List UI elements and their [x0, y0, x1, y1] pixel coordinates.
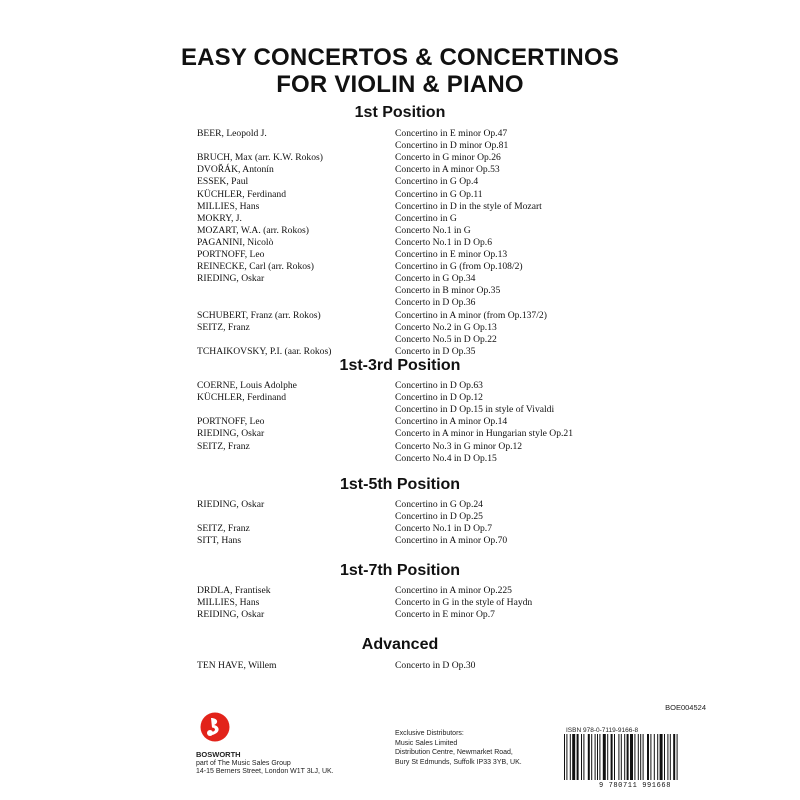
composer-name: SEITZ, Franz — [197, 523, 250, 535]
work-title: Concertino in D Op.63 — [395, 380, 483, 391]
work-title: Concertino in G Op.11 — [395, 188, 483, 200]
distributors-line: Distribution Centre, Newmarket Road, — [395, 749, 513, 756]
composer-name: REIDING, Oskar — [197, 609, 265, 621]
composer-name: KÜCHLER, Ferdinand — [197, 392, 286, 404]
work-title: Concertino in D Op.25 — [395, 511, 483, 523]
work-title: Concertino in A minor Op.14 — [395, 416, 508, 428]
distributors-line: Exclusive Distributors: — [395, 730, 464, 737]
work-title: Concertino in A minor Op.70 — [395, 535, 508, 547]
work-title: Concerto No.1 in D Op.6 — [395, 236, 492, 248]
composer-name: BEER, Leopold J. — [197, 128, 267, 139]
work-title: Concerto in D Op.30 — [395, 660, 476, 671]
composer-name: MILLIES, Hans — [197, 597, 260, 609]
work-title: Concerto in B minor Op.35 — [395, 285, 501, 297]
distributors-block — [395, 729, 522, 767]
work-title: Concertino in D Op.15 in style of Vivaldi — [395, 404, 555, 416]
title-line-2: FOR VIOLIN & PIANO — [276, 71, 524, 98]
section-heading: 1st-7th Position — [339, 562, 460, 579]
work-title: Concertino in E minor Op.47 — [395, 128, 508, 139]
composer-name: RIEDING, Oskar — [197, 273, 265, 285]
composer-name: TEN HAVE, Willem — [197, 660, 277, 671]
composer-name: TCHAIKOVSKY, P.I. (aar. Rokos) — [197, 345, 332, 357]
section-heading: Advanced — [361, 636, 439, 653]
title-line-1: EASY CONCERTOS & CONCERTINOS — [180, 44, 620, 71]
barcode-icon — [562, 734, 708, 780]
work-title: Concerto in E minor Op.7 — [395, 609, 495, 621]
work-title: Concerto in G in the style of Haydn — [395, 597, 533, 609]
work-title: Concertino in E minor Op.13 — [395, 249, 508, 260]
publisher-group: part of The Music Sales Group — [196, 759, 291, 767]
publisher-address: 14-15 Berners Street, London W1T 3LJ, UK. — [196, 768, 334, 775]
composer-name: PORTNOFF, Leo — [197, 416, 265, 428]
work-title: Concerto No.1 in D Op.7 — [395, 523, 492, 535]
composer-name: REINECKE, Carl (arr. Rokos) — [197, 261, 314, 273]
composer-name: MOZART, W.A. (arr. Rokos) — [197, 224, 309, 236]
composer-name: MOKRY, J. — [197, 212, 242, 224]
work-title: Concertino in A minor Op.225 — [395, 585, 512, 596]
section-heading: 1st Position — [354, 104, 446, 121]
section-heading: 1st-5th Position — [339, 476, 460, 493]
work-title: Concerto No.1 in G — [395, 224, 471, 236]
composer-name: SITT, Hans — [197, 535, 242, 547]
publisher-block — [196, 751, 334, 777]
work-title: Concerto No.2 in G Op.13 — [395, 321, 497, 333]
composer-name: MILLIES, Hans — [197, 200, 260, 212]
composer-name: BRUCH, Max (arr. K.W. Rokos) — [197, 152, 323, 164]
work-title: Concertino in D minor Op.81 — [395, 140, 509, 152]
work-title: Concerto No.4 in D Op.15 — [395, 452, 497, 464]
section-heading: 1st-3rd Position — [339, 357, 461, 374]
distributors-line: Bury St Edmunds, Suffolk IP33 3YB, UK. — [395, 758, 522, 766]
work-title: Concertino in G Op.4 — [395, 176, 479, 188]
composer-name: SEITZ, Franz — [197, 440, 250, 452]
work-title: Concerto No.5 in D Op.22 — [395, 333, 497, 345]
work-title: Concerto in G minor Op.26 — [395, 152, 501, 164]
work-title: Concertino in G Op.24 — [395, 499, 483, 510]
barcode-digits: 9 780711 991668 — [598, 782, 671, 790]
work-title: Concerto in A minor Op.53 — [395, 164, 500, 176]
composer-name: COERNE, Louis Adolphe — [197, 380, 297, 391]
publisher-name: BOSWORTH — [196, 750, 241, 759]
work-title: Concertino in A minor (from Op.137/2) — [395, 309, 547, 321]
work-title: Concerto in G Op.34 — [395, 273, 476, 285]
bosworth-logo-icon — [200, 712, 230, 742]
distributors-line: Music Sales Limited — [395, 739, 458, 747]
work-title: Concerto in A minor in Hungarian style Op.21 — [395, 428, 573, 440]
work-title: Concertino in G — [395, 212, 457, 224]
composer-name: RIEDING, Oskar — [197, 499, 265, 510]
work-title: Concerto in D Op.36 — [395, 297, 476, 309]
work-title: Concertino in D in the style of Mozart — [395, 200, 542, 212]
composer-name: DRDLA, Frantisek — [197, 585, 271, 596]
isbn-label: ISBN 978-0-7119-9166-8 — [566, 727, 639, 734]
composer-name: SCHUBERT, Franz (arr. Rokos) — [197, 309, 321, 321]
composer-name: SEITZ, Franz — [197, 321, 250, 333]
composer-name: ESSEK, Paul — [197, 176, 249, 188]
work-title: Concerto in D Op.35 — [395, 345, 476, 357]
work-title: Concerto No.3 in G minor Op.12 — [395, 440, 523, 452]
work-title: Concertino in D Op.12 — [395, 392, 483, 404]
work-title: Concertino in G (from Op.108/2) — [395, 261, 523, 273]
composer-name: PAGANINI, Nicolò — [197, 236, 274, 248]
composer-name: DVOŘÁK, Antonín — [197, 164, 274, 176]
composer-name: PORTNOFF, Leo — [197, 249, 265, 260]
composer-name: KÜCHLER, Ferdinand — [197, 188, 286, 200]
composer-name: RIEDING, Oskar — [197, 428, 265, 440]
catalogue-code: BOE004524 — [665, 703, 706, 712]
